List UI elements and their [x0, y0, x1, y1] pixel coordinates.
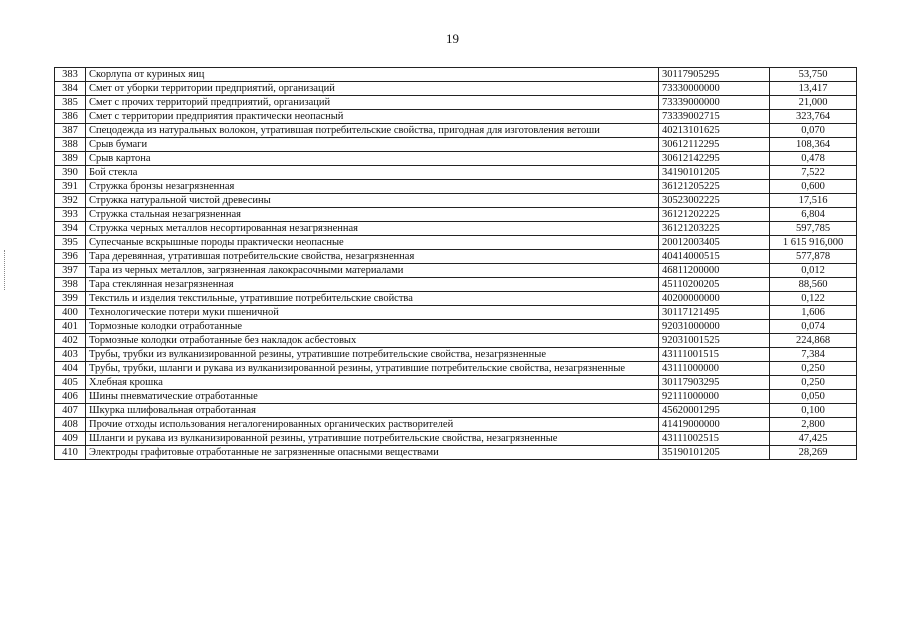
waste-code-cell: 40200000000 — [659, 292, 770, 306]
waste-code-cell: 45110200205 — [659, 278, 770, 292]
waste-code-cell: 92031001525 — [659, 334, 770, 348]
row-number-cell: 408 — [55, 418, 86, 432]
row-number-cell: 395 — [55, 236, 86, 250]
waste-amount-cell: 1 615 916,000 — [770, 236, 857, 250]
waste-name-cell: Смет от уборки территории предприятий, организаций — [86, 82, 659, 96]
waste-name-cell: Спецодежда из натуральных волокон, утратившая потребительские свойства, пригодная для изготовления ветоши — [86, 124, 659, 138]
waste-amount-cell: 47,425 — [770, 432, 857, 446]
row-number-cell: 407 — [55, 404, 86, 418]
waste-amount-cell: 2,800 — [770, 418, 857, 432]
waste-amount-cell: 577,878 — [770, 250, 857, 264]
waste-code-cell: 40213101625 — [659, 124, 770, 138]
waste-name-cell: Стружка черных металлов несортированная незагрязненная — [86, 222, 659, 236]
waste-name-cell: Срыв картона — [86, 152, 659, 166]
waste-name-cell: Скорлупа от куриных яиц — [86, 68, 659, 82]
table-row — [55, 208, 857, 222]
row-number-cell: 390 — [55, 166, 86, 180]
table-row — [55, 194, 857, 208]
waste-code-cell: 20012003405 — [659, 236, 770, 250]
row-number-cell: 387 — [55, 124, 86, 138]
table-row — [55, 348, 857, 362]
waste-name-cell: Шины пневматические отработанные — [86, 390, 659, 404]
waste-amount-cell: 0,250 — [770, 362, 857, 376]
table-row — [55, 292, 857, 306]
waste-amount-cell: 0,074 — [770, 320, 857, 334]
waste-amount-cell: 0,600 — [770, 180, 857, 194]
table-row — [55, 236, 857, 250]
waste-code-cell: 43111000000 — [659, 362, 770, 376]
table-row — [55, 390, 857, 404]
waste-code-cell: 73339002715 — [659, 110, 770, 124]
waste-name-cell: Тара стеклянная незагрязненная — [86, 278, 659, 292]
waste-registry-table — [54, 67, 857, 460]
waste-name-cell: Супесчаные вскрышные породы практически неопасные — [86, 236, 659, 250]
row-number-cell: 402 — [55, 334, 86, 348]
waste-amount-cell: 88,560 — [770, 278, 857, 292]
waste-amount-cell: 7,522 — [770, 166, 857, 180]
row-number-cell: 401 — [55, 320, 86, 334]
waste-name-cell: Прочие отходы использования негалогенированных органических растворителей — [86, 418, 659, 432]
waste-name-cell: Смет с территории предприятия практически неопасный — [86, 110, 659, 124]
waste-code-cell: 43111002515 — [659, 432, 770, 446]
waste-code-cell: 92031000000 — [659, 320, 770, 334]
table-row — [55, 124, 857, 138]
waste-code-cell: 34190101205 — [659, 166, 770, 180]
page-number: 19 — [446, 31, 459, 46]
row-number-cell: 389 — [55, 152, 86, 166]
row-number-cell: 405 — [55, 376, 86, 390]
waste-name-cell: Технологические потери муки пшеничной — [86, 306, 659, 320]
table-row — [55, 166, 857, 180]
table-row — [55, 432, 857, 446]
row-number-cell: 385 — [55, 96, 86, 110]
waste-amount-cell: 53,750 — [770, 68, 857, 82]
waste-amount-cell: 17,516 — [770, 194, 857, 208]
row-number-cell: 404 — [55, 362, 86, 376]
table-row — [55, 334, 857, 348]
row-number-cell: 388 — [55, 138, 86, 152]
table-row — [55, 96, 857, 110]
waste-code-cell: 43111001515 — [659, 348, 770, 362]
waste-name-cell: Стружка натуральной чистой древесины — [86, 194, 659, 208]
waste-code-cell: 30117121495 — [659, 306, 770, 320]
row-number-cell: 397 — [55, 264, 86, 278]
table-row — [55, 446, 857, 460]
table-row — [55, 138, 857, 152]
table-row — [55, 362, 857, 376]
table-row — [55, 222, 857, 236]
table-row — [55, 264, 857, 278]
row-number-cell: 398 — [55, 278, 86, 292]
waste-amount-cell: 0,050 — [770, 390, 857, 404]
waste-name-cell: Хлебная крошка — [86, 376, 659, 390]
waste-amount-cell: 6,804 — [770, 208, 857, 222]
row-number-cell: 386 — [55, 110, 86, 124]
waste-amount-cell: 0,012 — [770, 264, 857, 278]
row-number-cell: 384 — [55, 82, 86, 96]
waste-code-cell: 40414000515 — [659, 250, 770, 264]
waste-amount-cell: 28,269 — [770, 446, 857, 460]
row-number-cell: 406 — [55, 390, 86, 404]
waste-amount-cell: 224,868 — [770, 334, 857, 348]
table-row — [55, 250, 857, 264]
waste-name-cell: Тара деревянная, утратившая потребительские свойства, незагрязненная — [86, 250, 659, 264]
waste-code-cell: 36121202225 — [659, 208, 770, 222]
waste-amount-cell: 597,785 — [770, 222, 857, 236]
table-row — [55, 320, 857, 334]
waste-code-cell: 41419000000 — [659, 418, 770, 432]
waste-name-cell: Тормозные колодки отработанные — [86, 320, 659, 334]
waste-name-cell: Трубы, трубки из вулканизированной резины, утратившие потребительские свойства, незагрязненные — [86, 348, 659, 362]
row-number-cell: 396 — [55, 250, 86, 264]
row-number-cell: 392 — [55, 194, 86, 208]
waste-code-cell: 73339000000 — [659, 96, 770, 110]
table-row — [55, 82, 857, 96]
row-number-cell: 403 — [55, 348, 86, 362]
waste-code-cell: 35190101205 — [659, 446, 770, 460]
table-body — [55, 68, 857, 460]
waste-code-cell: 36121203225 — [659, 222, 770, 236]
waste-amount-cell: 0,250 — [770, 376, 857, 390]
table-row — [55, 404, 857, 418]
table-row — [55, 68, 857, 82]
waste-name-cell: Смет с прочих территорий предприятий, организаций — [86, 96, 659, 110]
waste-code-cell: 73330000000 — [659, 82, 770, 96]
waste-code-cell: 36121205225 — [659, 180, 770, 194]
waste-amount-cell: 0,100 — [770, 404, 857, 418]
waste-name-cell: Текстиль и изделия текстильные, утратившие потребительские свойства — [86, 292, 659, 306]
waste-name-cell: Тормозные колодки отработанные без накладок асбестовых — [86, 334, 659, 348]
waste-name-cell: Электроды графитовые отработанные не загрязненные опасными веществами — [86, 446, 659, 460]
waste-amount-cell: 13,417 — [770, 82, 857, 96]
table-row — [55, 152, 857, 166]
table-row — [55, 376, 857, 390]
table-row — [55, 418, 857, 432]
table-row — [55, 110, 857, 124]
waste-name-cell: Бой стекла — [86, 166, 659, 180]
waste-name-cell: Шланги и рукава из вулканизированной резины, утратившие потребительские свойства, незагрязненные — [86, 432, 659, 446]
waste-amount-cell: 323,764 — [770, 110, 857, 124]
waste-name-cell: Стружка бронзы незагрязненная — [86, 180, 659, 194]
waste-code-cell: 45620001295 — [659, 404, 770, 418]
waste-code-cell: 30523002225 — [659, 194, 770, 208]
waste-name-cell: Трубы, трубки, шланги и рукава из вулканизированной резины, утратившие потребительские свойства, незагрязненные — [86, 362, 659, 376]
waste-amount-cell: 1,606 — [770, 306, 857, 320]
row-number-cell: 391 — [55, 180, 86, 194]
waste-name-cell: Шкурка шлифовальная отработанная — [86, 404, 659, 418]
waste-code-cell: 46811200000 — [659, 264, 770, 278]
row-number-cell: 383 — [55, 68, 86, 82]
waste-amount-cell: 21,000 — [770, 96, 857, 110]
waste-amount-cell: 0,122 — [770, 292, 857, 306]
row-number-cell: 410 — [55, 446, 86, 460]
row-number-cell: 400 — [55, 306, 86, 320]
waste-amount-cell: 0,070 — [770, 124, 857, 138]
waste-name-cell: Срыв бумаги — [86, 138, 659, 152]
waste-name-cell: Тара из черных металлов, загрязненная лакокрасочными материалами — [86, 264, 659, 278]
waste-code-cell: 30117903295 — [659, 376, 770, 390]
margin-mark — [4, 250, 6, 290]
waste-amount-cell: 108,364 — [770, 138, 857, 152]
waste-code-cell: 30612142295 — [659, 152, 770, 166]
row-number-cell: 399 — [55, 292, 86, 306]
row-number-cell: 394 — [55, 222, 86, 236]
waste-code-cell: 92111000000 — [659, 390, 770, 404]
waste-amount-cell: 7,384 — [770, 348, 857, 362]
waste-amount-cell: 0,478 — [770, 152, 857, 166]
row-number-cell: 393 — [55, 208, 86, 222]
table-row — [55, 278, 857, 292]
row-number-cell: 409 — [55, 432, 86, 446]
waste-name-cell: Стружка стальная незагрязненная — [86, 208, 659, 222]
waste-code-cell: 30612112295 — [659, 138, 770, 152]
table-row — [55, 180, 857, 194]
waste-code-cell: 30117905295 — [659, 68, 770, 82]
table-row — [55, 306, 857, 320]
